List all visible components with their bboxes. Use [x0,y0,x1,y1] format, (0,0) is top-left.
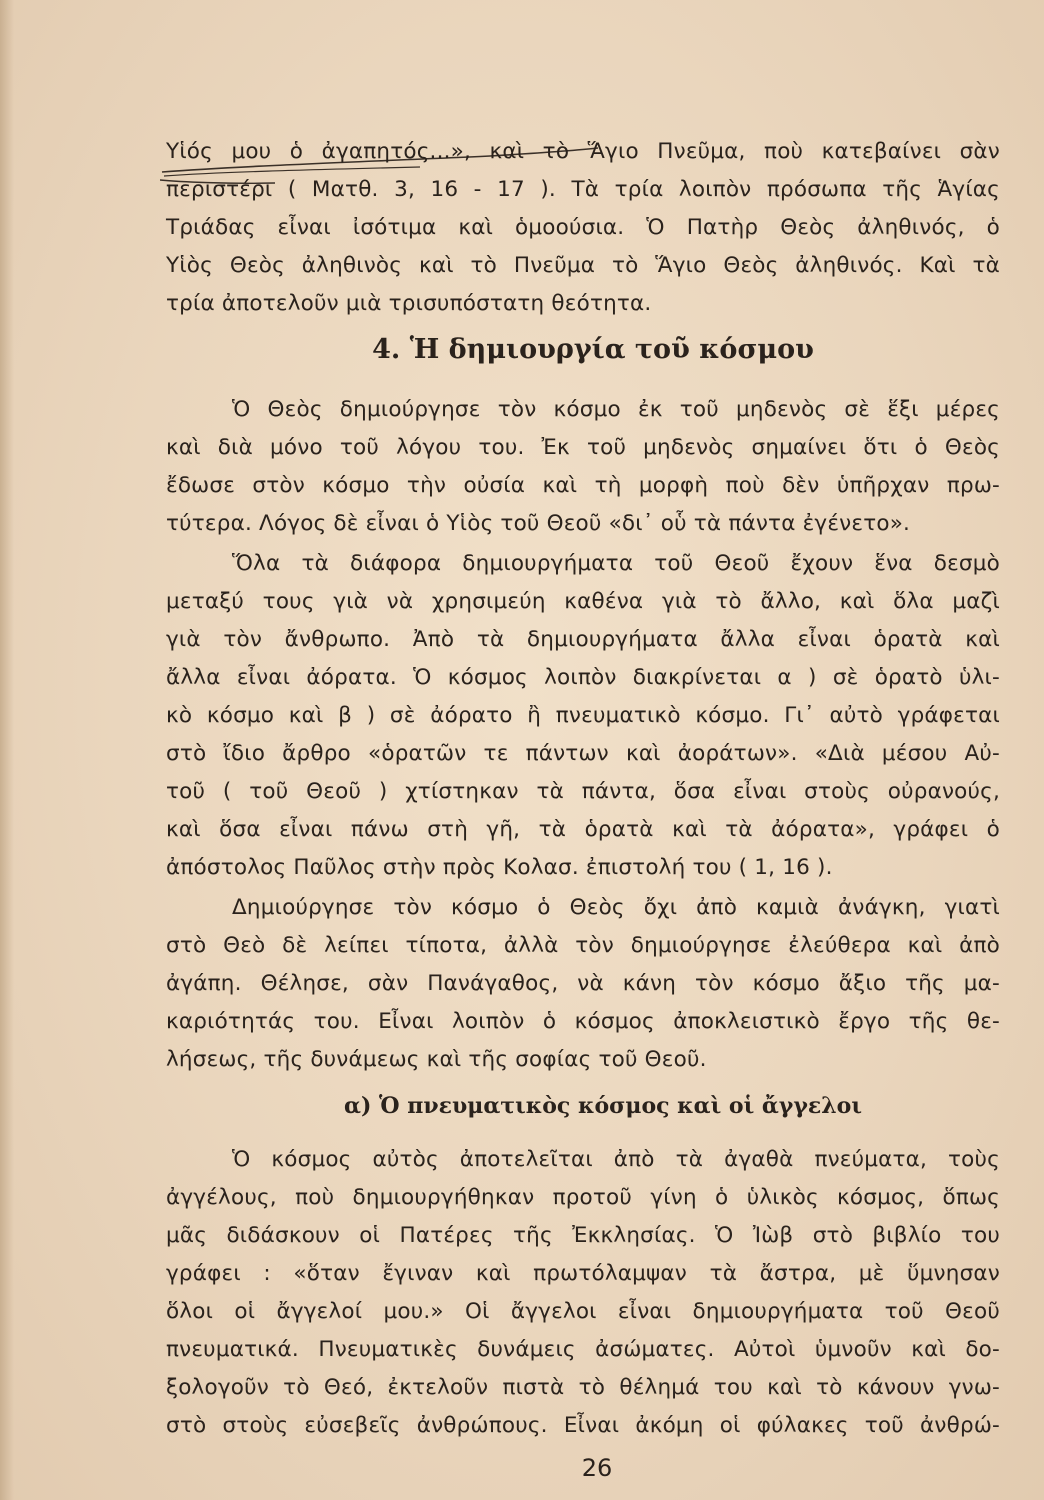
text-line: ἄλλα εἶναι ἀόρατα. Ὁ κόσμος λοιπὸν διακρίνεται α ) σὲ ὁρατὸ ὑλι- [166,665,1000,690]
text-line: καριότητάς του. Εἶναι λοιπὸν ὁ κόσμος ἀποκλειστικὸ ἔργο τῆς θε- [166,1009,1000,1034]
text-line: τοῦ ( τοῦ Θεοῦ ) χτίστηκαν τὰ πάντα, ὅσα εἶναι στοὺς οὐρανούς, [166,779,1000,804]
text-line: περιστέρι ( Ματθ. 3, 16 - 17 ). Τὰ τρία λοιπὸν πρόσωπα τῆς Ἁγίας [166,177,1000,202]
text-line: ὅλοι οἱ ἄγγελοί μου.» Οἱ ἄγγελοι εἶναι δημιουργήματα τοῦ Θεοῦ [166,1299,1000,1324]
text-line: Ὁ κόσμος αὐτὸς ἀποτελεῖται ἀπὸ τὰ ἀγαθὰ πνεύματα, τοὺς [232,1147,1000,1172]
section-heading: 4. Ἡ δημιουργία τοῦ κόσμου [372,334,814,365]
text-line: τύτερα. Λόγος δὲ εἶναι ὁ Υἱὸς τοῦ Θεοῦ «δι᾽ οὗ τὰ πάντα ἐγένετο». [166,511,911,536]
text-line: ἔδωσε στὸν κόσμο τὴν οὐσία καὶ τὴ μορφὴ ποὺ δὲν ὑπῆρχαν πρω- [166,473,1000,498]
text-line: Ὅλα τὰ διάφορα δημιουργήματα τοῦ Θεοῦ ἔχουν ἕνα δεσμὸ [232,551,1000,576]
text-line: ἀγάπη. Θέλησε, σὰν Πανάγαθος, νὰ κάνη τὸν κόσμο ἄξιο τῆς μα- [166,971,1000,996]
text-line: ἀγγέλους, ποὺ δημιουργήθηκαν προτοῦ γίνη ὁ ὑλικὸς κόσμος, ὅπως [166,1185,1000,1210]
text-line: γιὰ τὸν ἄνθρωπο. Ἀπὸ τὰ δημιουργήματα ἄλλα εἶναι ὁρατὰ καὶ [166,627,1000,652]
text-line: πνευματικά. Πνευματικὲς δυνάμεις ἀσώματες. Αὐτοὶ ὑμνοῦν καὶ δο- [166,1337,1000,1362]
text-line: Τριάδας εἶναι ἰσότιμα καὶ ὁμοούσια. Ὁ Πατὴρ Θεὸς ἀληθινός, ὁ [166,215,1000,240]
text-line: ἀπόστολος Παῦλος στὴν πρὸς Κολασ. ἐπιστολή του ( 1, 16 ). [166,855,833,880]
text-line: μᾶς διδάσκουν οἱ Πατέρες τῆς Ἐκκλησίας. Ὁ Ἰὼβ στὸ βιβλίο του [166,1223,1000,1248]
text-line: Υἱός μου ὁ ἀγαπητός...», καὶ τὸ Ἅγιο Πνεῦμα, ποὺ κατεβαίνει σὰν [166,139,1000,164]
text-line: λήσεως, τῆς δυνάμεως καὶ τῆς σοφίας τοῦ Θεοῦ. [166,1047,707,1072]
text-line: γράφει : «ὅταν ἔγιναν καὶ πρωτόλαμψαν τὰ ἄστρα, μὲ ὕμνησαν [166,1261,1000,1286]
text-line: στὸ ἴδιο ἄρθρο «ὁρατῶν τε πάντων καὶ ἀοράτων». «Διὰ μέσου Αὐ- [166,741,1000,766]
text-line: Δημιούργησε τὸν κόσμο ὁ Θεὸς ὄχι ἀπὸ καμιὰ ἀνάγκη, γιατὶ [232,895,1000,920]
text-line: καὶ ὅσα εἶναι πάνω στὴ γῆ, τὰ ὁρατὰ καὶ τὰ ἀόρατα», γράφει ὁ [166,817,1000,842]
page-fold-shadow [0,0,14,1500]
text-line: Ὁ Θεὸς δημιούργησε τὸν κόσμο ἐκ τοῦ μηδενὸς σὲ ἕξι μέρες [232,397,1000,422]
text-line: μεταξύ τους γιὰ νὰ χρησιμεύη καθένα γιὰ τὸ ἄλλο, καὶ ὅλα μαζὶ [166,589,1000,614]
page-number: 26 [581,1454,613,1482]
text-line: στὸ στοὺς εὐσεβεῖς ἀνθρώπους. Εἶναι ἀκόμη οἱ φύλακες τοῦ ἀνθρώ- [166,1413,1000,1438]
text-line: καὶ διὰ μόνο τοῦ λόγου του. Ἐκ τοῦ μηδενὸς σημαίνει ὅτι ὁ Θεὸς [166,435,1000,460]
text-line: στὸ Θεὸ δὲ λείπει τίποτα, ἀλλὰ τὸν δημιούργησε ἐλεύθερα καὶ ἀπὸ [166,933,1000,958]
text-line: ξολογοῦν τὸ Θεό, ἐκτελοῦν πιστὰ τὸ θέλημά του καὶ τὸ κάνουν γνω- [166,1375,1000,1400]
text-line: τρία ἀποτελοῦν μιὰ τρισυπόστατη θεότητα. [166,291,652,316]
text-line: Υἱὸς Θεὸς ἀληθινὸς καὶ τὸ Πνεῦμα τὸ Ἅγιο Θεὸς ἀληθινός. Καὶ τὰ [166,253,1000,278]
subsection-heading: α) Ὁ πνευματικὸς κόσμος καὶ οἱ ἄγγελοι [344,1093,862,1119]
text-line: κὸ κόσμο καὶ β ) σὲ ἀόρατο ἢ πνευματικὸ κόσμο. Γι᾽ αὐτὸ γράφεται [166,703,1000,728]
